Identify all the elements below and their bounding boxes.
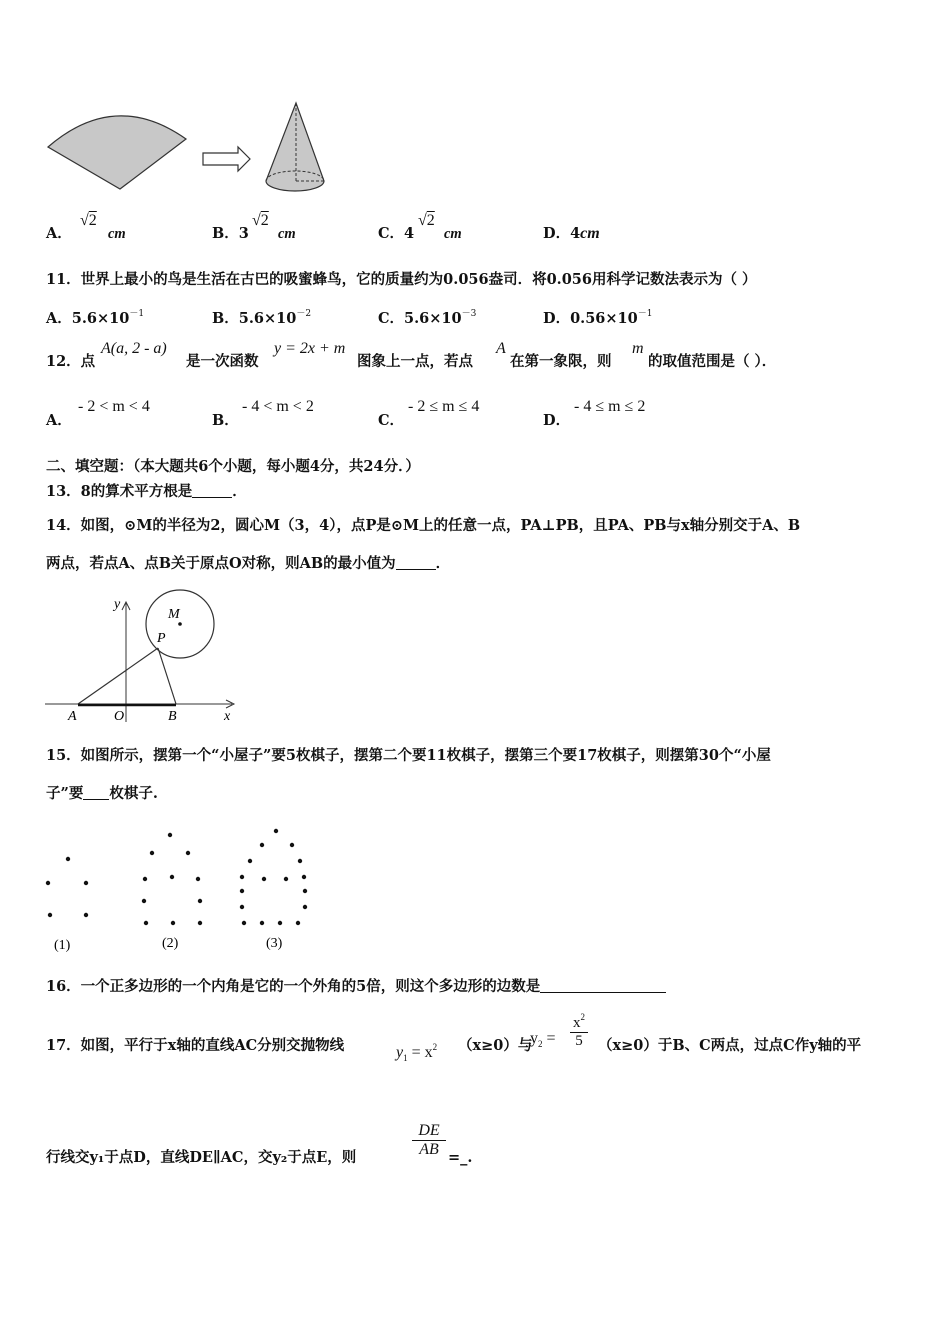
q15-line1: 15．如图所示，摆第一个“小屋子”要5枚棋子，摆第二个要11枚棋子，摆第三个要17枚棋子，则摆第30个“小屋 — [46, 747, 771, 764]
q15-line2: 子”要 枚棋子. — [46, 785, 158, 802]
sector-shape — [48, 116, 186, 189]
q11-option-a: A．$5.6\times 10^{-1}$ — [46, 309, 145, 327]
q17-cond1: （x≥0）与 — [458, 1037, 533, 1054]
q12-option-a: - 2 < m < 4 — [78, 398, 150, 415]
q11-text: 11．世界上最小的鸟是生活在古巴的吸蜜蜂鸟，它的质量约为0.056盎司．将0.056用科学记数法表示为（ ） — [46, 271, 757, 288]
q17-y2-fraction: $\frac{x^2}{5}$ — [568, 1012, 590, 1050]
q10-option-d: D．4cm — [543, 225, 600, 242]
q11-option-c: C．$5.6\times 10^{-3}$ — [378, 309, 477, 327]
label-p: P — [157, 631, 166, 646]
q10-c-sqrt: √2 — [418, 212, 435, 229]
label-x: x — [224, 709, 231, 724]
q15-dots-figure — [40, 825, 320, 955]
house-1 — [46, 857, 88, 917]
q13-text: 13．8的算术平方根是 ． — [46, 483, 247, 500]
label-fig3: (3) — [266, 936, 283, 951]
q10-a-sqrt: √2 — [80, 212, 97, 229]
q17-y1: $y_1 = x^2$ — [396, 1042, 438, 1064]
q10-b-unit: cm — [278, 226, 296, 242]
house-2 — [142, 833, 202, 925]
q12-func: y = 2x + m — [274, 340, 346, 357]
q12-option-a-label: A． — [46, 412, 72, 429]
q10-a-unit: cm — [108, 226, 126, 242]
q17-fraction-de-ab: $\frac{DE}{AB}$ — [412, 1122, 446, 1159]
q12-mid2: 图象上一点，若点 — [357, 353, 473, 370]
section-title: 二、填空题：（本大题共6个小题，每小题4分，共24分．） — [46, 458, 420, 475]
q10-option-b: B．3 — [212, 225, 249, 242]
center-m — [178, 622, 182, 626]
label-o: O — [114, 709, 125, 724]
cone-shape — [266, 103, 324, 191]
q12-option-c-label: C． — [378, 412, 405, 429]
q14-line2: 两点，若点A、点B关于原点O对称，则AB的最小值为 ． — [46, 555, 451, 572]
q12-m: m — [632, 340, 644, 357]
arrow-shape — [203, 147, 250, 171]
q12-mid1: 是一次函数 — [186, 353, 259, 370]
label-a: A — [68, 709, 77, 724]
sector-cone-figure — [40, 95, 340, 205]
q17-part1: 17．如图，平行于x轴的直线AC分别交抛物线 — [46, 1037, 345, 1054]
q10-option-a: A． — [46, 225, 72, 242]
q10-b-sqrt: √2 — [252, 212, 269, 229]
q11-option-b: B．$5.6\times 10^{-2}$ — [212, 309, 312, 327]
q12-option-b-label: B． — [212, 412, 239, 429]
q17-y2: $y_2$ = — [530, 1030, 556, 1050]
q11-option-d: D．$0.56\times 10^{-1}$ — [543, 309, 653, 327]
q12-pointA: A — [496, 340, 506, 357]
label-fig2: (2) — [162, 936, 179, 951]
q17-cond2: （x≥0）于B、C两点，过点C作y轴的平 — [598, 1037, 862, 1054]
q12-option-d: - 4 ≤ m ≤ 2 — [574, 398, 646, 415]
q12-prefix: 12．点 — [46, 353, 96, 370]
q12-suffix: 的取值范围是（ ）． — [648, 353, 777, 370]
segment-pb — [158, 648, 176, 704]
q17-line2a: 行线交y₁于点D，直线DE∥AC，交y₂于点E，则 — [46, 1149, 357, 1166]
label-m: M — [168, 607, 180, 622]
q12-option-d-label: D． — [543, 412, 571, 429]
q12-mid3: 在第一象限，则 — [510, 353, 612, 370]
segment-pa — [78, 648, 158, 704]
q12-option-b: - 4 < m < 2 — [242, 398, 314, 415]
q10-option-c: C．4 — [378, 225, 415, 242]
house-3 — [240, 829, 307, 925]
q14-figure — [40, 588, 250, 728]
q12-point: A(a, 2 - a) — [101, 340, 167, 357]
q17-line2b: =_. — [448, 1149, 473, 1166]
q12-option-c: - 2 ≤ m ≤ 4 — [408, 398, 480, 415]
q16-text: 16．一个正多边形的一个内角是它的一个外角的5倍，则这个多边形的边数是 — [46, 978, 666, 996]
label-fig1: (1) — [54, 938, 71, 953]
q10-c-unit: cm — [444, 226, 462, 242]
label-y: y — [114, 597, 121, 612]
label-b: B — [168, 709, 177, 724]
q14-line1: 14．如图，⊙M的半径为2，圆心M（3，4），点P是⊙M上的任意一点，PA⊥PB，且PA、PB与x轴分别交于A、B — [46, 517, 801, 534]
